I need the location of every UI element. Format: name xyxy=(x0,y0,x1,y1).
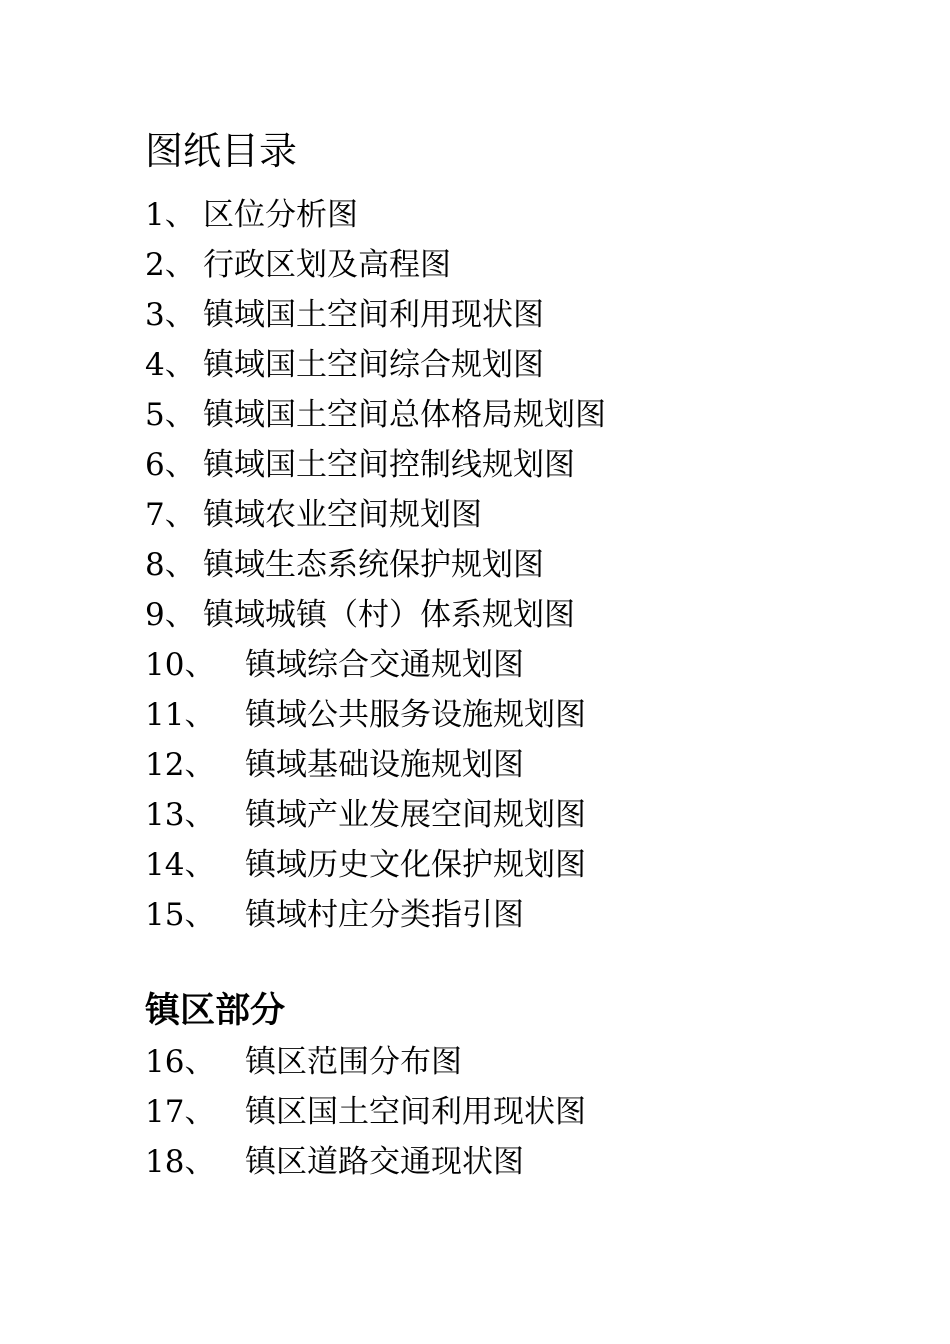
item-number: 18、 xyxy=(145,1144,216,1180)
list-item xyxy=(145,340,606,390)
item-number: 14、 xyxy=(145,847,216,883)
list-item xyxy=(145,190,606,240)
item-label: 镇区范围分布图 xyxy=(245,1044,462,1080)
list-item xyxy=(145,1137,586,1187)
section-drawing-list xyxy=(145,1037,586,1187)
drawing-list xyxy=(145,190,606,940)
item-label: 镇域综合交通规划图 xyxy=(245,647,524,683)
list-item xyxy=(145,290,606,340)
list-item xyxy=(145,890,606,940)
item-label: 镇域历史文化保护规划图 xyxy=(245,847,586,883)
list-item xyxy=(145,740,606,790)
item-number: 13、 xyxy=(145,797,216,833)
item-label: 镇域公共服务设施规划图 xyxy=(245,697,586,733)
item-label: 镇域国土空间利用现状图 xyxy=(203,297,544,333)
item-number: 1、 xyxy=(145,197,196,233)
item-number: 15、 xyxy=(145,897,216,933)
document-title: 图纸目录 xyxy=(145,129,298,173)
item-label: 镇域生态系统保护规划图 xyxy=(203,547,544,583)
item-number: 16、 xyxy=(145,1044,216,1080)
item-number: 6、 xyxy=(145,447,196,483)
item-number: 2、 xyxy=(145,247,196,283)
list-item xyxy=(145,840,606,890)
item-number: 10、 xyxy=(145,647,216,683)
item-number: 9、 xyxy=(145,597,196,633)
list-item xyxy=(145,590,606,640)
item-number: 17、 xyxy=(145,1094,216,1130)
item-label: 镇域国土空间总体格局规划图 xyxy=(203,397,606,433)
list-item xyxy=(145,540,606,590)
item-number: 4、 xyxy=(145,347,196,383)
list-item xyxy=(145,390,606,440)
list-item xyxy=(145,440,606,490)
item-label: 镇域基础设施规划图 xyxy=(245,747,524,783)
list-item xyxy=(145,1037,586,1087)
item-number: 5、 xyxy=(145,397,196,433)
list-item xyxy=(145,790,606,840)
item-label: 区位分析图 xyxy=(203,197,358,233)
list-item xyxy=(145,240,606,290)
list-item xyxy=(145,640,606,690)
item-number: 11、 xyxy=(145,697,216,733)
item-label: 镇区国土空间利用现状图 xyxy=(245,1094,586,1130)
item-number: 12、 xyxy=(145,747,216,783)
item-label: 镇区道路交通现状图 xyxy=(245,1144,524,1180)
item-label: 镇域农业空间规划图 xyxy=(203,497,482,533)
item-label: 镇域国土空间控制线规划图 xyxy=(203,447,575,483)
item-label: 行政区划及高程图 xyxy=(203,247,451,283)
item-label: 镇域村庄分类指引图 xyxy=(245,897,524,933)
list-item xyxy=(145,1087,586,1137)
item-label: 镇域国土空间综合规划图 xyxy=(203,347,544,383)
item-number: 8、 xyxy=(145,547,196,583)
list-item xyxy=(145,490,606,540)
section-heading: 镇区部分 xyxy=(145,991,286,1031)
item-label: 镇域产业发展空间规划图 xyxy=(245,797,586,833)
list-item xyxy=(145,690,606,740)
item-number: 7、 xyxy=(145,497,196,533)
item-label: 镇域城镇（村）体系规划图 xyxy=(203,597,575,633)
item-number: 3、 xyxy=(145,297,196,333)
